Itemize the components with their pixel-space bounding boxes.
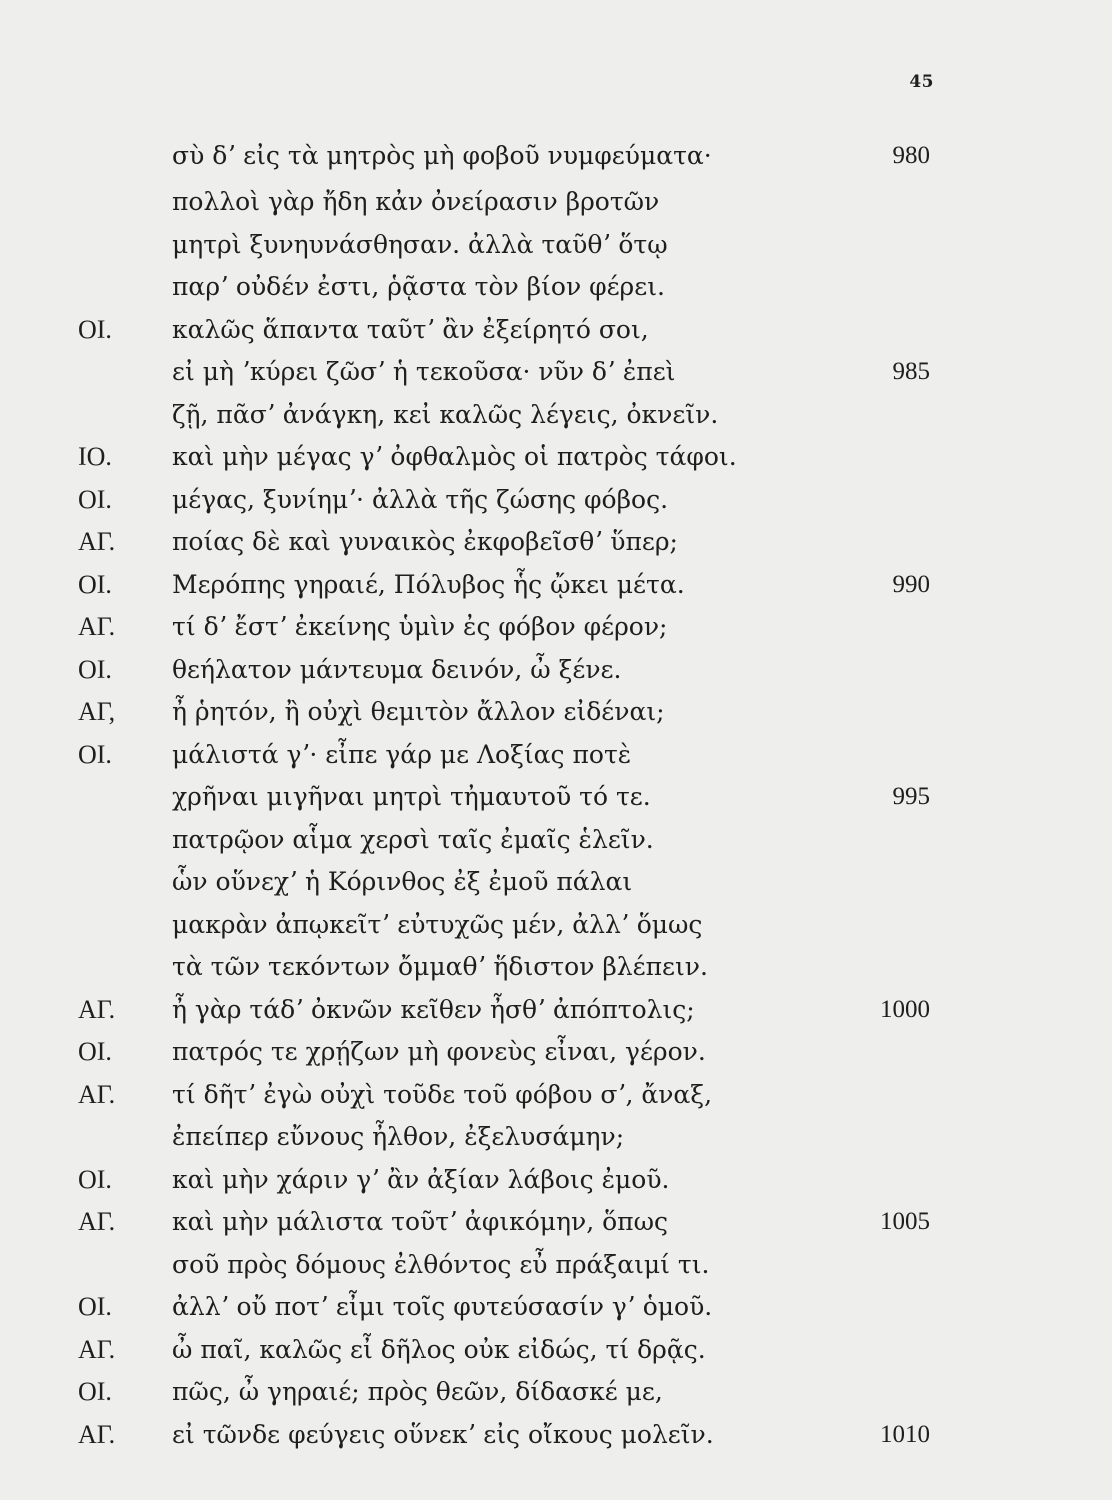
speaker-label: ΑΓ. xyxy=(78,527,116,556)
verse-line xyxy=(0,863,1112,901)
verse-text: ὦ παῖ, καλῶς εἶ δῆλος οὐκ εἰδώς, τί δρᾷς. xyxy=(172,1335,706,1364)
line-number: 980 xyxy=(892,142,930,169)
verse-text: ὧν οὕνεχʼ ἡ Κόρινθος ἐξ ἐμοῦ πάλαι xyxy=(172,867,633,896)
verse-text: τί δʼ ἔστʼ ἐκείνης ὑμὶν ἐς φόβον φέρον; xyxy=(172,612,668,641)
verse-text: μάλιστά γʼ· εἶπε γάρ με Λοξίας ποτὲ xyxy=(172,740,632,769)
verse-line xyxy=(0,523,1112,561)
verse-line xyxy=(0,566,1112,604)
line-number: 1005 xyxy=(880,1208,930,1235)
verse-line xyxy=(0,137,1112,175)
verse-line xyxy=(0,1033,1112,1071)
verse-line xyxy=(0,821,1112,859)
verse-text: εἰ μὴ ʼκύρει ζῶσʼ ἡ τεκοῦσα· νῦν δʼ ἐπεὶ xyxy=(172,357,676,386)
speaker-label: ΟΙ. xyxy=(78,655,112,684)
verse-line xyxy=(0,906,1112,944)
verse-line xyxy=(0,1076,1112,1114)
page-number: 45 xyxy=(909,72,934,92)
verse-text: πατρῷον αἷμα χερσὶ ταῖς ἐμαῖς ἑλεῖν. xyxy=(172,825,654,854)
verse-line xyxy=(0,1373,1112,1411)
verse-line xyxy=(0,1416,1112,1454)
verse-text: καὶ μὴν μέγας γʼ ὀφθαλμὸς οἱ πατρὸς τάφοι. xyxy=(172,442,737,471)
line-number: 1010 xyxy=(880,1421,930,1448)
speaker-label: ΟΙ. xyxy=(78,1037,112,1066)
verse-line xyxy=(0,183,1112,221)
verse-text: θεήλατον μάντευμα δεινόν, ὦ ξένε. xyxy=(172,655,622,684)
speaker-label: ΟΙ. xyxy=(78,315,112,344)
speaker-label: ΟΙ. xyxy=(78,740,112,769)
verse-text: ἀλλʼ οὔ ποτʼ εἶμι τοῖς φυτεύσασίν γʼ ὁμοῦ. xyxy=(172,1292,713,1321)
verse-line xyxy=(0,1161,1112,1199)
verse-text: ἐπείπερ εὔνους ἦλθον, ἐξελυσάμην; xyxy=(172,1122,625,1151)
verse-line xyxy=(0,736,1112,774)
speaker-label: ΟΙ. xyxy=(78,1165,112,1194)
verse-text: καὶ μὴν χάριν γʼ ἂν ἀξίαν λάβοις ἐμοῦ. xyxy=(172,1165,670,1194)
verse-text: πολλοὶ γὰρ ἤδη κἀν ὀνείρασιν βροτῶν xyxy=(172,187,660,216)
speaker-label: ΟΙ. xyxy=(78,1377,112,1406)
verse-line xyxy=(0,693,1112,731)
line-number: 990 xyxy=(892,571,930,598)
verse-text: σοῦ πρὸς δόμους ἐλθόντος εὖ πράξαιμί τι. xyxy=(172,1250,710,1279)
verse-line xyxy=(0,948,1112,986)
verse-text: ἦ γὰρ τάδʼ ὀκνῶν κεῖθεν ἦσθʼ ἀπόπτολις; xyxy=(172,995,695,1024)
verse-text: ζῇ, πᾶσʼ ἀνάγκη, κεἰ καλῶς λέγεις, ὀκνεῖν. xyxy=(172,400,719,429)
verse-line xyxy=(0,1331,1112,1369)
line-number: 995 xyxy=(892,783,930,810)
verse-line xyxy=(0,438,1112,476)
speaker-label: ΑΓ. xyxy=(78,995,116,1024)
verse-text: πῶς, ὦ γηραιέ; πρὸς θεῶν, δίδασκέ με, xyxy=(172,1377,663,1406)
verse-line xyxy=(0,1118,1112,1156)
verse-line xyxy=(0,651,1112,689)
verse-line xyxy=(0,991,1112,1029)
verse-text: ἦ ῥητόν, ἢ οὐχὶ θεμιτὸν ἄλλον εἰδέναι; xyxy=(172,697,665,726)
verse-line xyxy=(0,608,1112,646)
verse-text: εἰ τῶνδε φεύγεις οὕνεκʼ εἰς οἴκους μολεῖν. xyxy=(172,1420,714,1449)
speaker-label: ΟΙ. xyxy=(78,485,112,514)
verse-text: τί δῆτʼ ἐγὼ οὐχὶ τοῦδε τοῦ φόβου σʼ, ἄναξ, xyxy=(172,1080,713,1109)
verse-line xyxy=(0,778,1112,816)
speaker-label: ΑΓ. xyxy=(78,612,116,641)
verse-text: παρʼ οὐδέν ἐστι, ῥᾷστα τὸν βίον φέρει. xyxy=(172,272,665,301)
speaker-label: ΑΓ. xyxy=(78,1335,116,1364)
verse-line xyxy=(0,268,1112,306)
verse-text: σὺ δʼ εἰς τὰ μητρὸς μὴ φοβοῦ νυμφεύματα· xyxy=(172,141,712,170)
verse-text: Μερόπης γηραιέ, Πόλυβος ἧς ᾤκει μέτα. xyxy=(172,570,685,599)
verse-line xyxy=(0,481,1112,519)
verse-line xyxy=(0,1203,1112,1241)
verse-text: μέγας, ξυνίημʼ· ἀλλὰ τῆς ζώσης φόβος. xyxy=(172,485,669,514)
verse-line xyxy=(0,311,1112,349)
speaker-label: ΟΙ. xyxy=(78,1292,112,1321)
verse-text: ποίας δὲ καὶ γυναικὸς ἐκφοβεῖσθʼ ὕπερ; xyxy=(172,527,678,556)
verse-text: μητρὶ ξυνηυνάσθησαν. ἀλλὰ ταῦθʼ ὅτῳ xyxy=(172,230,668,259)
verse-text: καλῶς ἅπαντα ταῦτʼ ἂν ἐξείρητό σοι, xyxy=(172,315,649,344)
verse-line xyxy=(0,1288,1112,1326)
verse-text: τὰ τῶν τεκόντων ὄμμαθʼ ἥδιστον βλέπειν. xyxy=(172,952,708,981)
verse-line xyxy=(0,353,1112,391)
speaker-label: ΑΓ. xyxy=(78,1080,116,1109)
speaker-label: ΑΓ, xyxy=(78,697,116,726)
speaker-label: ΙΟ. xyxy=(78,442,112,471)
verse-text: μακρὰν ἀπῳκεῖτʼ εὐτυχῶς μέν, ἀλλʼ ὅμως xyxy=(172,910,703,939)
speaker-label: ΑΓ. xyxy=(78,1207,116,1236)
verse-line xyxy=(0,226,1112,264)
verse-line xyxy=(0,396,1112,434)
verse-text: χρῆναι μιγῆναι μητρὶ τἠμαυτοῦ τό τε. xyxy=(172,782,651,811)
verse-text: πατρός τε χρῄζων μὴ φονεὺς εἶναι, γέρον. xyxy=(172,1037,706,1066)
line-number: 985 xyxy=(892,358,930,385)
speaker-label: ΟΙ. xyxy=(78,570,112,599)
line-number: 1000 xyxy=(880,996,930,1023)
verse-text: καὶ μὴν μάλιστα τοῦτʼ ἀφικόμην, ὅπως xyxy=(172,1207,668,1236)
verse-line xyxy=(0,1246,1112,1284)
speaker-label: ΑΓ. xyxy=(78,1420,116,1449)
